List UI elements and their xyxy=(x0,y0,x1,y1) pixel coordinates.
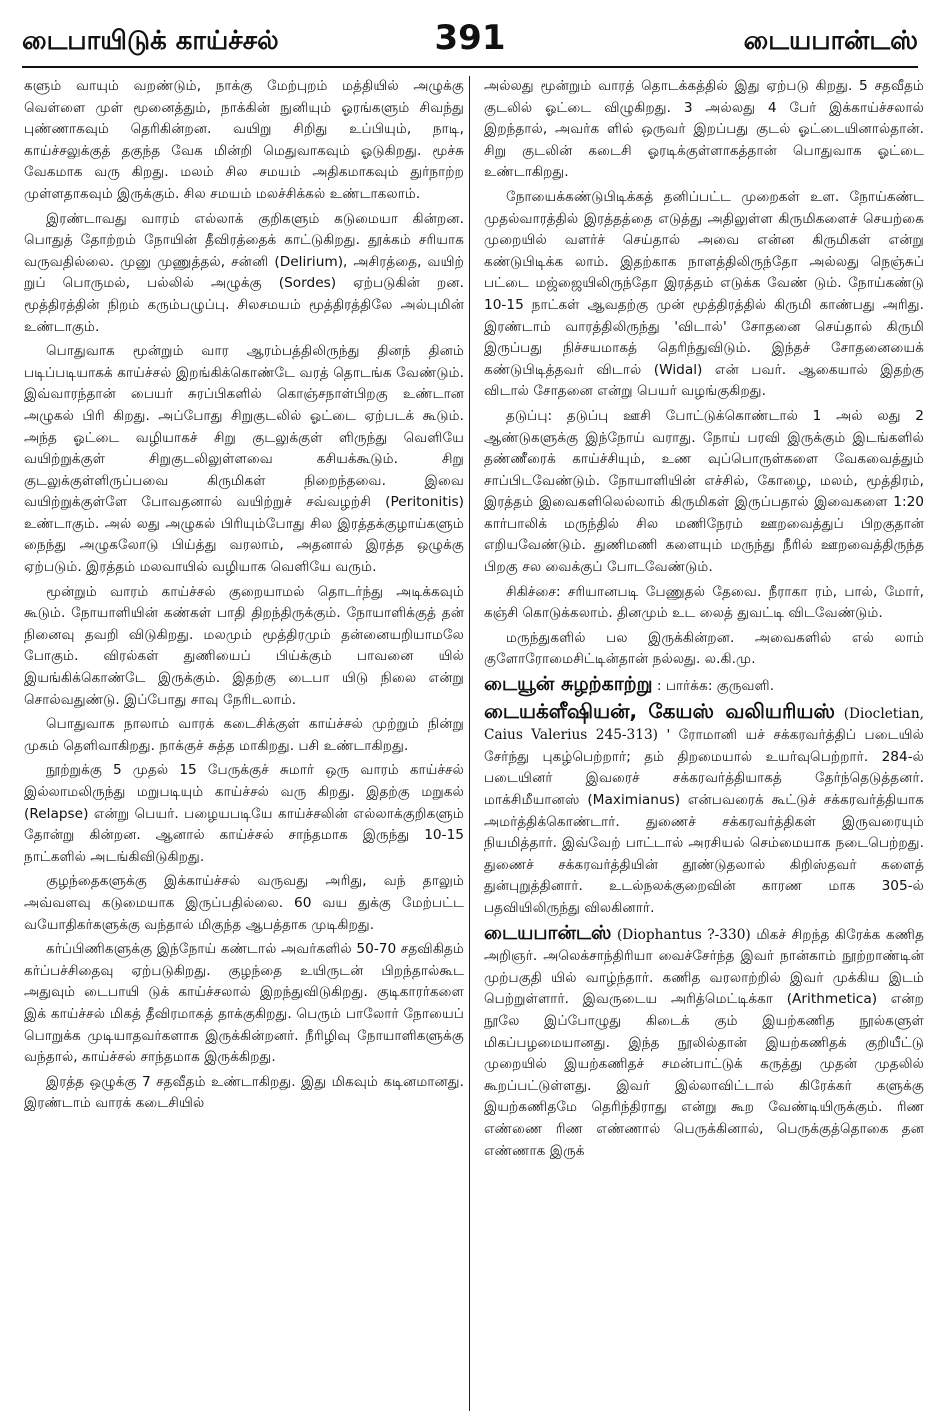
paragraph: மருந்துகளில் பல இருக்கின்றன. அவைகளில் எல் லாம் குளோரோமைசிட்டின்தான் நல்லது. ல.கி.மு. xyxy=(484,629,924,668)
entry-crossref: : பார்க்க: குருவளி. xyxy=(656,678,775,695)
paragraph: தடுப்பு: தடுப்பு ஊசி போட்டுக்கொண்டால் 1 அல் லது 2 ஆண்டுகளுக்கு இந்நோய் வராது. நோய் பரவி இருக்கும் இடங்களில் தண்ணீரைக் காய்ச்சியும், உண வுப்பொருள்களை வேகவைத்தும் சாப்பிடவேண்டும். நோயாளியின் எச்சில், கோழை, மலம், மூத்திரம், இரத்தம் இவைகளிலெல்லாம் கிருமிகள் இருப்பதால் இவைகளை 1:20 கார்பாலிக் மருந்தில் சில மணிநேரம் ஊறவைத்துப் பிறகுதான் எறியவேண்டும். துணிமணி களையும் மருந்து நீரில் ஊறவைத்திருந்த பிறகு சல வைக்குப் போடவேண்டும். xyxy=(484,407,924,576)
paragraph: இரத்த ஒழுக்கு 7 சதவீதம் உண்டாகிறது. இது மிகவும் கடினமானது. இரண்டாம் வாரக் கடைசியில் xyxy=(24,1073,464,1112)
paragraph: நோயைக்கண்டுபிடிக்கத் தனிப்பட்ட முறைகள் உள. நோய்கண்ட முதல்வாரத்தில் இரத்தத்தை எடுத்து அதிலுள்ள கிருமிகளைச் செயற்கை முறையில் வளர்ச் செய்தால் அவை என்ன கிருமிகள் என்று கண்டுபிடிக்க லாம். இதற்காக நாளத்திலிருந்தோ அல்லது நெஞ்சுப் பட்டை மஜ்ஜையிலிருந்தோ இரத்தம் எடுக்க வேண் டும். நோய்கண்டு 10-15 நாட்கள் ஆவதற்கு முன் மூத்திரத்தில் கிருமி காண்பது அரிது. இரண்டாம் வாரத்திலிருந்து 'விடால்' சோதனை செய்தால் கிருமி இருப்பது நிச்சயமாகத் தெரிந்துவிடும். இந்தச் சோதனையைக் கண்டுபிடித்தவர் விடால் (Widal) என் பவர். ஆகையால் இதற்கு விடால் சோதனை என்று பெயர் வழங்குகிறது. xyxy=(484,188,924,400)
right-column xyxy=(484,76,924,1416)
header-left-title: டைபாயிடுக் காய்ச்சல் xyxy=(22,26,279,56)
paragraph: சிகிச்சை: சரியானபடி பேணுதல் தேவை. நீராகா ரம், பால், மோர், கஞ்சி கொடுக்கலாம். தினமும் உட லைத் துவட்டி விடவேண்டும். xyxy=(484,583,924,622)
entry-latin-name: (Diophantus ?-330) xyxy=(616,926,751,943)
paragraph: கர்ப்பிணிகளுக்கு இந்நோய் கண்டால் அவர்களில் 50-70 சதவிகிதம் கர்ப்பச்சிதைவு ஏற்படுகிறது. குழந்தை உயிருடன் பிறந்தால்கூட அதுவும் டைபாயி டுக் காய்ச்சலால் இறந்துவிடுகிறது. குடிகாரர்களை இக் காய்ச்சல் மிகத் தீவிரமாகத் தாக்குகிறது. பெரும் பாலோர் நோயைப் பொறுக்க முடியாதவர்களாக இருக்கின்றனர். நீரிழிவு நோயாளிகளுக்கு வந்தால், காய்ச்சல் சாந்தமாக இருக்கிறது. xyxy=(24,941,464,1066)
page-number: 391 xyxy=(434,18,506,58)
paragraph: இரண்டாவது வாரம் எல்லாக் குறிகளும் கடுமையா கின்றன. பொதுத் தோற்றம் நோயின் தீவிரத்தைக் காட்டுகிறது. தூக்கம் சரியாக வருவதில்லை. முனு முணுத்தல், சன்னி (Delirium), அசிரத்தை, வயிற் றுப் பொருமல், பல்லில் அழுக்கு (Sordes) ஏற்படுகின் றன. மூத்திரத்தின் நிறம் கரும்பழுப்பு. சிலசமயம் மூத்திரத்திலே அல்புமின் உண்டாகும். xyxy=(24,210,464,335)
header-right-title: டையபான்டஸ் xyxy=(743,26,918,56)
paragraph: மூன்றும் வாரம் காய்ச்சல் குறையாமல் தொடர்ந்து அடிக்கவும் கூடும். நோயாளியின் கண்கள் பாதி திறந்திருக்கும். நோயாளிக்குத் தன் நினைவு தவறி விடுகிறது. மலமும் மூத்திரமும் தன்னையறியாமலே போகும். விரல்கள் துணியைப் பிய்க்கும் பாவனை யில் இயங்கிக்கொண்டே இருக்கும். இதற்கு டைபா யிடு நிலை என்று சொல்வதுண்டு. இப்போது சாவு நேரிடலாம். xyxy=(24,583,464,708)
entry-heading: டையபான்டஸ் xyxy=(484,921,612,944)
entry-diocletian xyxy=(484,698,924,920)
column-divider xyxy=(469,76,470,1411)
running-header xyxy=(22,10,918,68)
entry-diophantus xyxy=(484,923,924,1163)
entry-body: ' ரோமானி யச் சக்கரவர்த்திப் படையில் சேர்ந்து புகழ்பெற்றார்; தம் திறமையால் உயர்வுபெற்றார். 284-ல் படையினர் இவரைச் சக்கரவர்த்தியாகத் தேர்ந்தெடுத்தனர். மாக்சிமீயானஸ் (Maximianus) என்பவரைக் கூட்டுச் சக்கரவர்த்தியாக அமர்த்திக்கொண்டார். துணைச் சக்கரவர்த்திகள் இருவரையும் நியமித்தார். இவ்வேற் பாட்டால் அரசியல் செம்மையாக நடைபெற்றது. துணைச் சக்கரவர்த்தியின் தூண்டுதலால் கிறிஸ்தவர் களைத் துன்புறுத்தினார். உடல்நலக்குறைவின் காரண மாக 305-ல் பதவியிலிருந்து விலகினார். xyxy=(484,727,924,916)
entry-latin-name: (Diocletian, Caius Valerius 245-313) xyxy=(484,705,924,744)
header-rule xyxy=(22,66,918,68)
entry-body: மிகச் சிறந்த கிரேக்க கணித அறிஞர். அலெக்சாந்திரியா வைச்சேர்ந்த இவர் நான்காம் நூற்றாண்டின் முற்பகுதி யில் வாழ்ந்தார். கணித வரலாற்றில் இவர் முக்கிய இடம் பெற்றுள்ளார். இவருடைய அரித்மெட்டிக்கா (Arithmetica) என்ற நூலே இப்போழுது கிடைக் கும் இயற்கணித நூல்களுள் மிகப்பழமையானது. இந்த நூலில்தான் இயற்கணிதக் குறியீட்டு முறையில் இயற்கணிதச் சமன்பாட்டுக் கருத்து முதன் முதலில் கூறப்பட்டுள்ளது. இவர் இல்லாவிட்டால் கிரேக்கர் களுக்கு இயற்கணிதமே தெரிந்திராது என்று கூற வேண்டியிருக்கும். ரிண எண்ணை ரிண எண்ணால் பெருக்கினால், பெருக்குத்தொகை தன எண்ணாக இருக் xyxy=(484,926,924,1159)
entry-heading: டையூன் சுழற்காற்று xyxy=(484,673,653,696)
paragraph: அல்லது மூன்றும் வாரத் தொடக்கத்தில் இது ஏற்படு கிறது. 5 சதவீதம் குடலில் ஓட்டை விழுகிறது. 3 அல்லது 4 பேர் இக்காய்ச்சலால் இறந்தால், அவர்க ளில் ஒருவர் இறப்பது குடல் ஓட்டையினால்தான். சிறு குடலின் கடைசி ஓரடிக்குள்ளாகத்தான் பொதுவாக ஓட்டை உண்டாகிறது. xyxy=(484,78,924,181)
entry-heading: டையக்ளீஷியன், கேயஸ் வலியரியஸ் xyxy=(484,698,836,723)
entry-whirlwind xyxy=(484,674,924,698)
left-column xyxy=(24,76,464,1416)
paragraph: களும் வாயும் வறண்டும், நாக்கு மேற்புறம் மத்தியில் அழுக்கு வெள்ளை முள் மூனைத்தும், நாக்கின் நுனியும் ஓரங்களும் சிவந்து புண்ணாகவும் தெரிகின்றன. வயிறு சிறிது உப்பியும், நாடி, காய்ச்சலுக்குத் தகுந்த வேக மின்றி மெதுவாகவும் ஓடுகிறது. மூச்சு வேகமாக வரு கிறது. மலம் சில சமயம் அதிகமாகவும் துர்நாற்ற முள்ளதாகவும் இருக்கும். சில சமயம் மலச்சிக்கல் உண்டாகலாம். xyxy=(24,78,464,202)
paragraph: குழந்தைகளுக்கு இக்காய்ச்சல் வருவது அரிது, வந் தாலும் அவ்வளவு கடுமையாக இருப்பதில்லை. 60 வய துக்கு மேற்பட்ட வயோதிகர்களுக்கு வந்தால் மிகுந்த ஆபத்தாக முடிகிறது. xyxy=(24,873,464,933)
paragraph: நூற்றுக்கு 5 முதல் 15 பேருக்குச் சுமார் ஒரு வாரம் காய்ச்சல் இல்லாமலிருந்து மறுபடியும் காய்ச்சல் வரு கிறது. இதற்கு மறுகல் (Relapse) என்று பெயர். பழையபடியே காய்ச்சலின் எல்லாக்குறிகளும் தோன்று கின்றன. ஆனால் காய்ச்சல் சாந்தமாக இருந்து 10-15 நாட்களில் அடங்கிவிடுகிறது. xyxy=(24,762,464,865)
paragraph: பொதுவாக நாலாம் வாரக் கடைசிக்குள் காய்ச்சல் முற்றும் நின்று முகம் தெளிவாகிறது. நாக்குச் சுத்த மாகிறது. பசி உண்டாகிறது. xyxy=(24,716,464,754)
paragraph: பொதுவாக மூன்றும் வார ஆரம்பத்திலிருந்து தினந் தினம் படிப்படியாகக் காய்ச்சல் இறங்கிக்கொண்டே வரத் தொடங்க வேண்டும். இவ்வாரந்தான் பையர் சுரப்பிகளில் கொஞ்சநாள்பிறகு உண்டான அழுகல் பிரி கிறது. அப்போது சிறுகுடலில் ஓட்டை ஏற்படக் கூடும். அந்த ஓட்டை வழியாகச் சிறு குடலுக்குள் ளிருந்து வெளியே வயிற்றுக்குள் சிறுகுடலிலுள்ளவை கசியக்கூடும். சிறு குடலுக்குள்ளிருப்பவை கிருமிகள் நிறைந்தவை. இவை வயிற்றுக்குள்ளே போவதனால் வயிற்றுச் சவ்வழற்சி (Peritonitis) உண்டாகும். அல் லது அழுகல் பிரியும்போது சில இரத்தக்குழாய்களும் நைந்து அழுகலோடு பிய்த்து வரலாம், அதனால் இரத்த ஒழுக்கு ஏற்படும். இரத்தம் மலவாயில் வழியாக வெளியே வரும். xyxy=(24,343,464,576)
